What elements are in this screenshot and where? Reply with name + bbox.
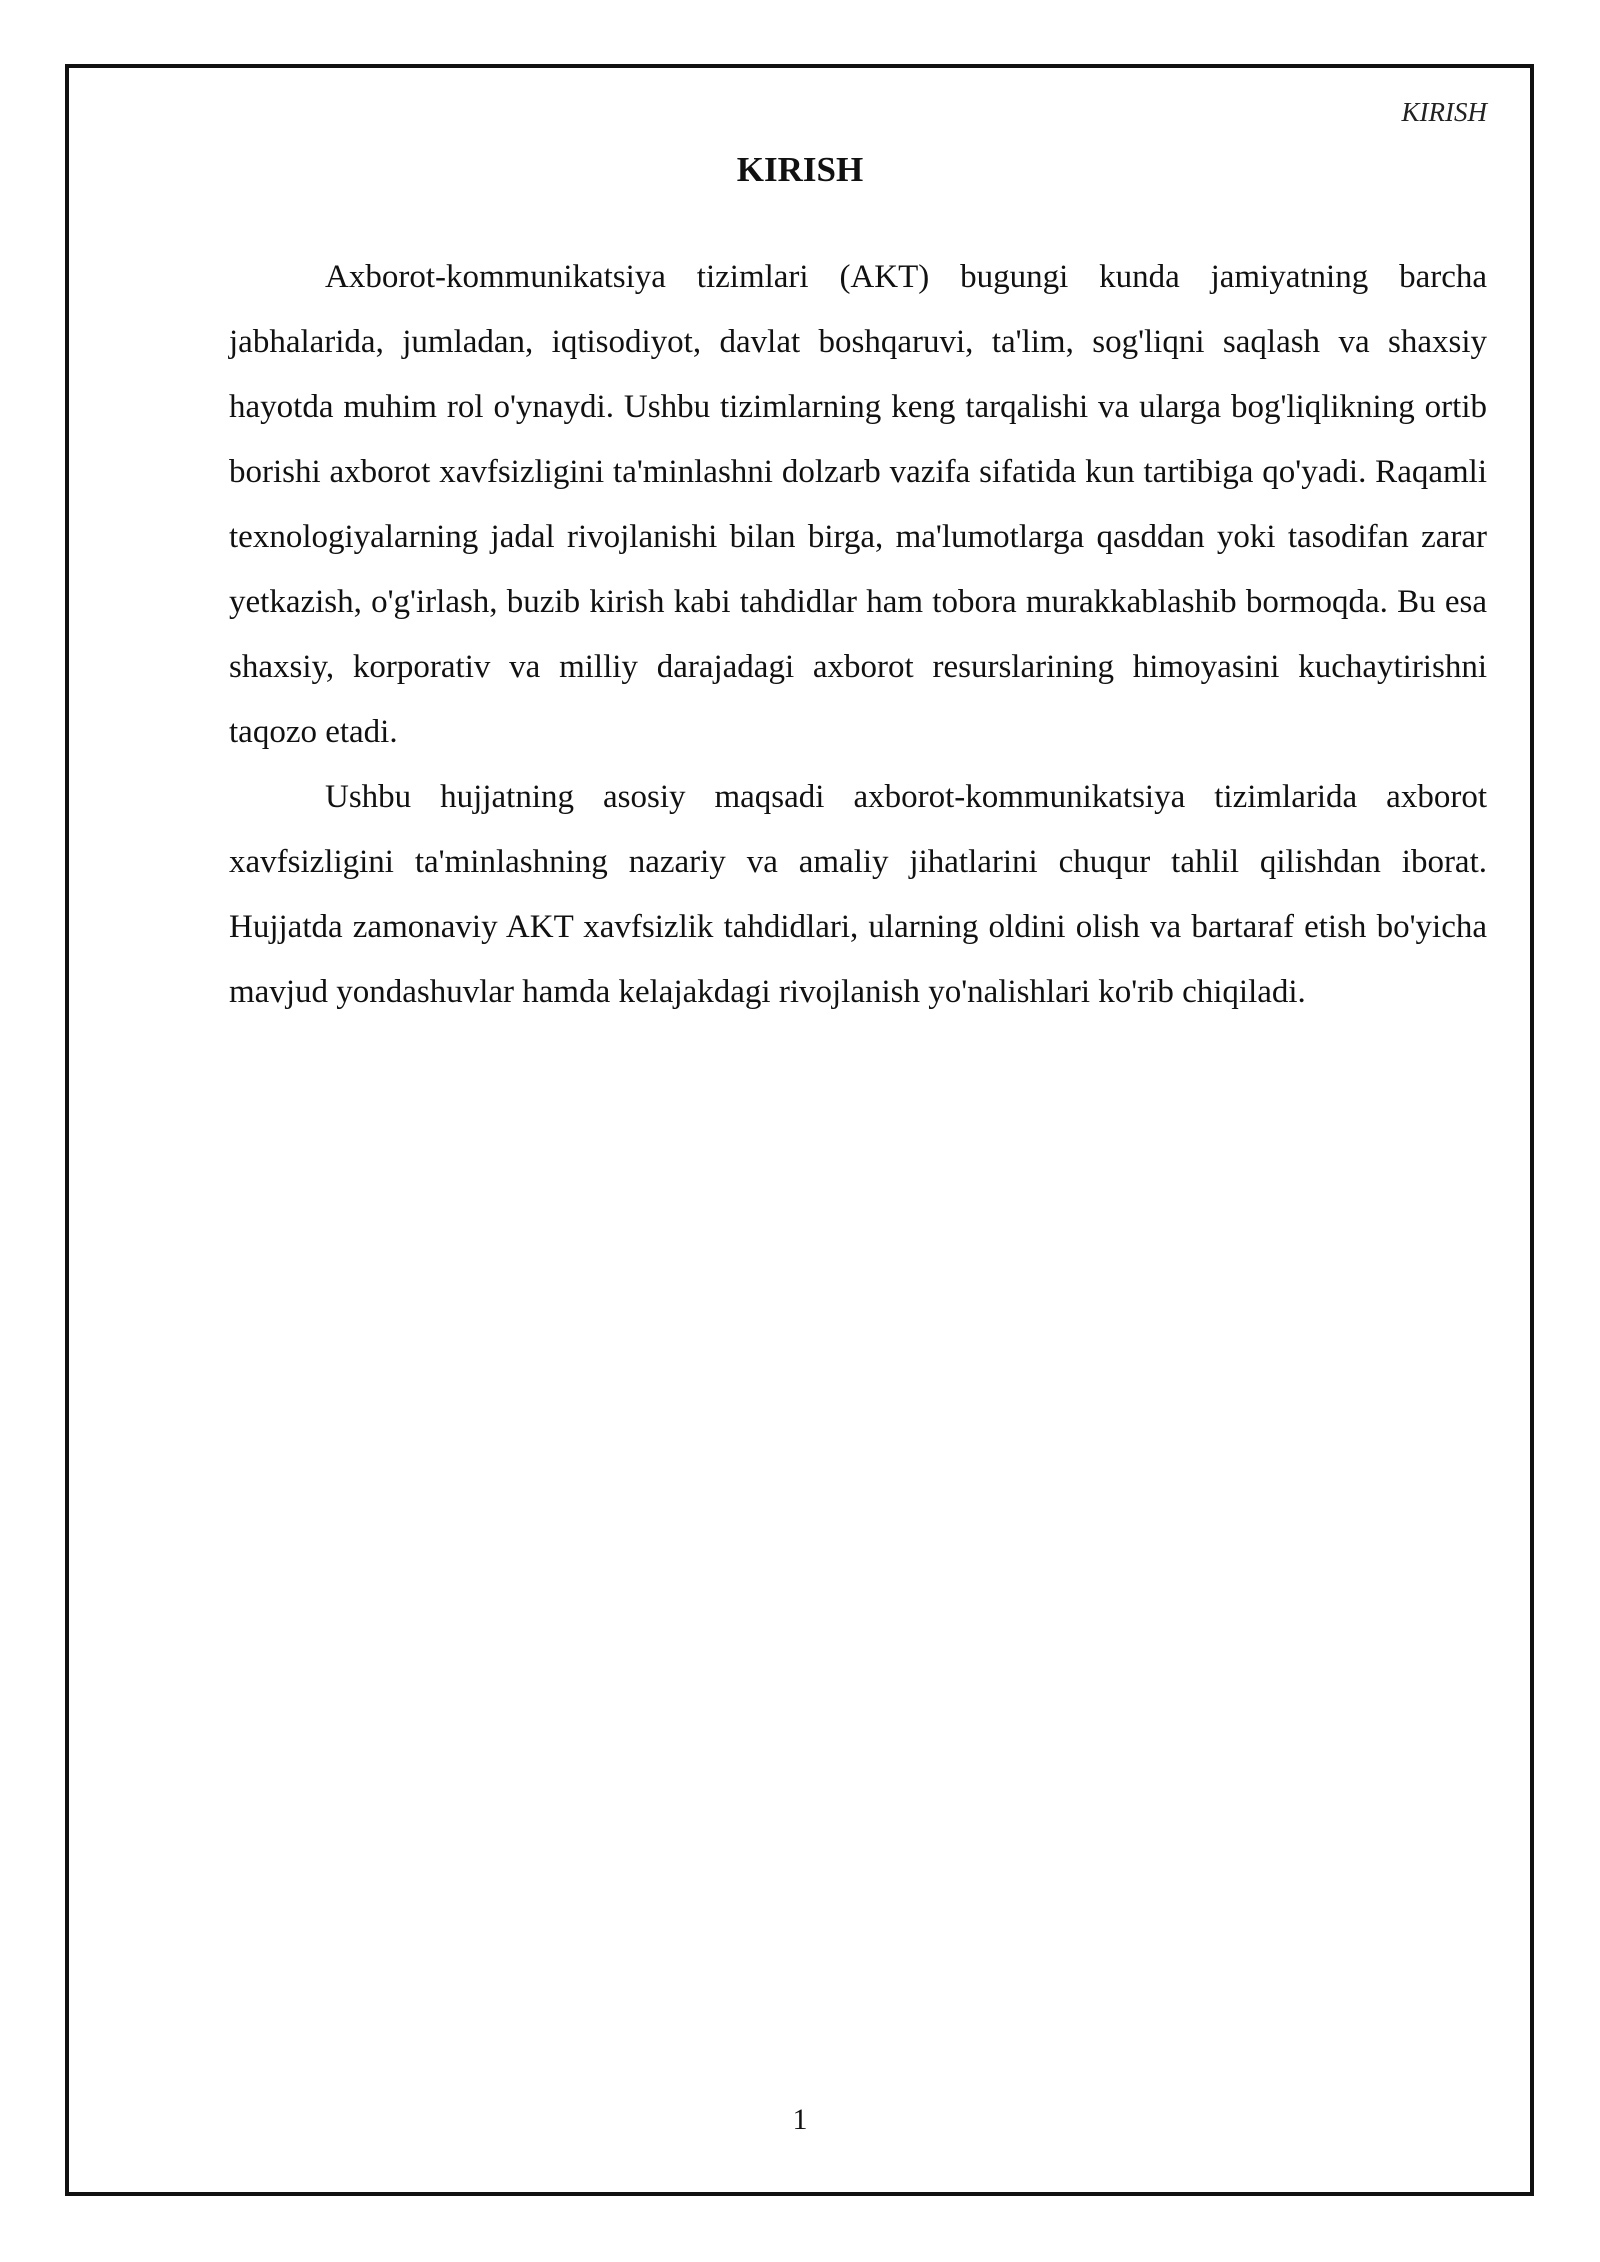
page-title: KIRISH <box>736 150 864 189</box>
paragraph-purpose: Ushbu hujjatning asosiy maqsadi axborot-kommunikatsiya tizimlarida axborot xavfsizligini ta'minlashning nazariy va amaliy jihatlarini chuqur tahlil qilishdan iborat. Hujjatda zamonaviy AKT xavfsizlik tahdidlari, ularning oldini olish va bartaraf etish bo'yicha mavjud yondashuvlar hamda kelajakdagi rivojlanish yo'nalishlari ko'rib chiqiladi. <box>229 779 1487 1010</box>
paragraph-intro: Axborot-kommunikatsiya tizimlari (AKT) bugungi kunda jamiyatning barcha jabhalarida, jumladan, iqtisodiyot, davlat boshqaruvi, ta'lim, sog'liqni saqlash va shaxsiy hayotda muhim rol o'ynaydi. Ushbu tizimlarning keng tarqalishi va ularga bog'liqlikning ortib borishi axborot xavfsizligini ta'minlashni dolzarb vazifa sifatida kun tartibiga qo'yadi. Raqamli texnologiyalarning jadal rivojlanishi bilan birga, ma'lumotlarga qasddan yoki tasodifan zarar yetkazish, o'g'irlash, buzib kirish kabi tahdidlar ham tobora murakkablashib bormoqda. Bu esa shaxsiy, korporativ va milliy darajadagi axborot resurslarining himoyasini kuchaytirishni taqozo etadi. <box>229 259 1487 750</box>
page-number: 1 <box>792 2103 808 2136</box>
running-header: KIRISH <box>1401 97 1487 127</box>
body-text <box>229 245 1487 1025</box>
